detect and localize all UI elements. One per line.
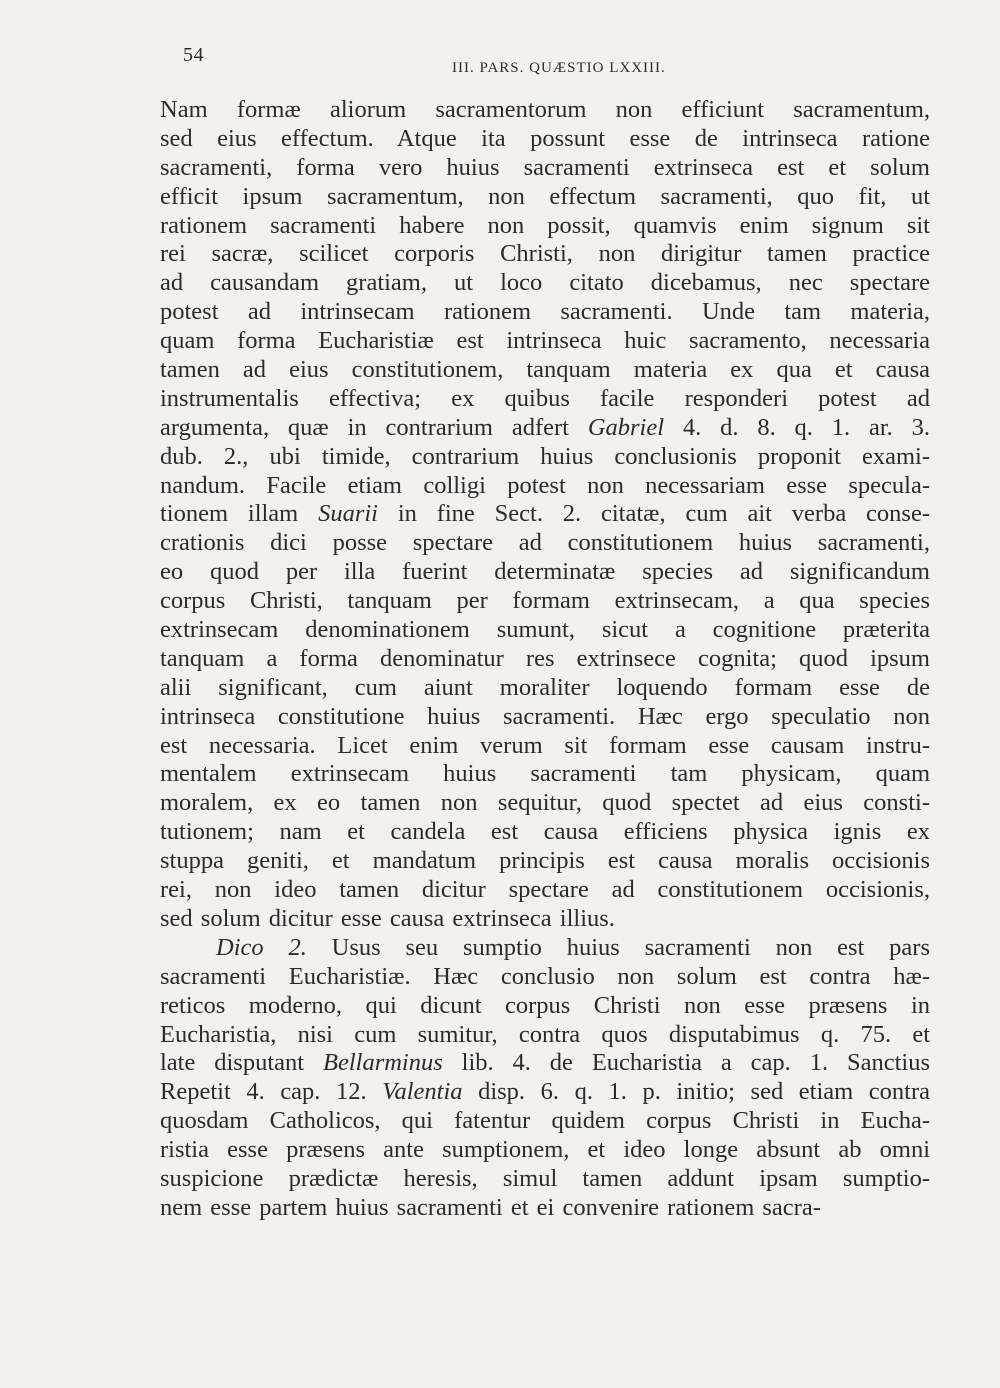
text-line: instrumentalis effectiva; ex quibus facile responderi potest ad: [160, 384, 930, 412]
text-line: [160, 1049, 930, 1078]
italic-name: Dico 2.: [216, 933, 307, 961]
text-line: sacramenti, forma vero huius sacramenti extrinseca est et solum: [160, 153, 930, 181]
text-line: ristia esse præsens ante sumptionem, et ideo longe absunt ab omni: [160, 1136, 930, 1164]
text-segment: tionem illam: [160, 500, 319, 528]
text-line: quosdam Catholicos, qui fatentur quidem corpus Christi in Eucha-: [160, 1107, 930, 1135]
text-line: est necessaria. Licet enim verum sit formam esse causam instru-: [160, 731, 930, 759]
italic-name: Suarii: [318, 500, 378, 528]
text-line: rationem sacramenti habere non possit, quamvis enim signum sit: [160, 211, 930, 239]
body-text: [160, 96, 930, 1223]
text-line: dub. 2., ubi timide, contrarium huius conclusionis proponit exami-: [160, 442, 930, 470]
text-segment: argumenta, quæ in contrarium adfert: [160, 413, 588, 441]
italic-name: Valentia: [382, 1078, 463, 1106]
text-segment: Repetit 4. cap. 12.: [160, 1078, 383, 1106]
text-line: extrinsecam denominationem sumunt, sicut a cognitione præterita: [160, 616, 930, 644]
text-line: corpus Christi, tanquam per formam extrinsecam, a qua species: [160, 587, 930, 615]
text-line: nem esse partem huius sacramenti et ei convenire rationem sacra-: [160, 1193, 821, 1221]
text-segment: lib. 4. de Eucharistia a cap. 1. Sanctius: [442, 1049, 930, 1077]
text-line: Nam formæ aliorum sacramentorum non efficiunt sacramentum,: [160, 96, 930, 123]
text-segment: Usus seu sumptio huius sacramenti non est pars: [306, 933, 930, 961]
text-line: tamen ad eius constitutionem, tanquam materia ex qua et causa: [160, 356, 930, 384]
text-line: [160, 500, 930, 529]
text-line: alii significant, cum aiunt moraliter loquendo formam esse de: [160, 673, 930, 701]
text-line: crationis dici posse spectare ad constitutionem huius sacramenti,: [160, 529, 930, 557]
text-line: intrinseca constitutione huius sacramenti. Hæc ergo speculatio non: [160, 702, 930, 730]
text-line: potest ad intrinsecam rationem sacramenti. Unde tam materia,: [160, 298, 930, 326]
text-segment: late disputant: [160, 1049, 323, 1077]
text-line: rei sacræ, scilicet corporis Christi, non dirigitur tamen practice: [160, 240, 930, 268]
text-line: eo quod per illa fuerint determinatæ species ad significandum: [160, 558, 930, 586]
text-line: quam forma Eucharistiæ est intrinseca huic sacramento, necessaria: [160, 327, 930, 355]
text-line: tanquam a forma denominatur res extrinsece cognita; quod ipsum: [160, 644, 930, 672]
text-line: stuppa geniti, et mandatum principis est causa moralis occisionis: [160, 847, 930, 875]
text-segment: 4. d. 8. q. 1. ar. 3.: [664, 413, 930, 441]
text-line: moralem, ex eo tamen non sequitur, quod spectet ad eius consti-: [160, 789, 930, 817]
text-line: nandum. Facile etiam colligi potest non necessariam esse specula-: [160, 471, 930, 499]
text-line: Eucharistia, nisi cum sumitur, contra quos disputabimus q. 75. et: [160, 1020, 930, 1048]
text-line: suspicione prædictæ heresis, simul tamen addunt ipsam sumptio-: [160, 1164, 930, 1192]
text-line: ad causandam gratiam, ut loco citato dicebamus, nec spectare: [160, 269, 930, 297]
text-line: reticos moderno, qui dicunt corpus Christi non esse præsens in: [160, 991, 930, 1019]
text-line: [160, 414, 930, 443]
text-line: sacramenti Eucharistiæ. Hæc conclusio non solum est contra hæ-: [160, 962, 930, 990]
running-title: III. PARS. QUÆSTIO LXXIII.: [452, 60, 666, 76]
text-line: sed solum dicitur esse causa extrinseca illius.: [160, 904, 615, 932]
text-line: mentalem extrinsecam huius sacramenti tam physicam, quam: [160, 760, 930, 788]
text-line: efficit ipsum sacramentum, non effectum sacramenti, quo fit, ut: [160, 182, 930, 210]
italic-name: Gabriel: [587, 413, 665, 441]
text-line: rei, non ideo tamen dicitur spectare ad constitutionem occisionis,: [160, 876, 930, 904]
text-line: tutionem; nam et candela est causa efficiens physica ignis ex: [160, 818, 930, 846]
text-segment: disp. 6. q. 1. p. initio; sed etiam contra: [462, 1078, 930, 1106]
text-line: [160, 1078, 930, 1107]
text-segment: in fine Sect. 2. citatæ, cum ait verba conse-: [377, 500, 930, 528]
page-number: 54: [183, 44, 204, 66]
text-line: sed eius effectum. Atque ita possunt esse de intrinseca ratione: [160, 124, 930, 152]
text-line: [160, 934, 930, 963]
italic-name: Bellarminus: [322, 1049, 443, 1077]
